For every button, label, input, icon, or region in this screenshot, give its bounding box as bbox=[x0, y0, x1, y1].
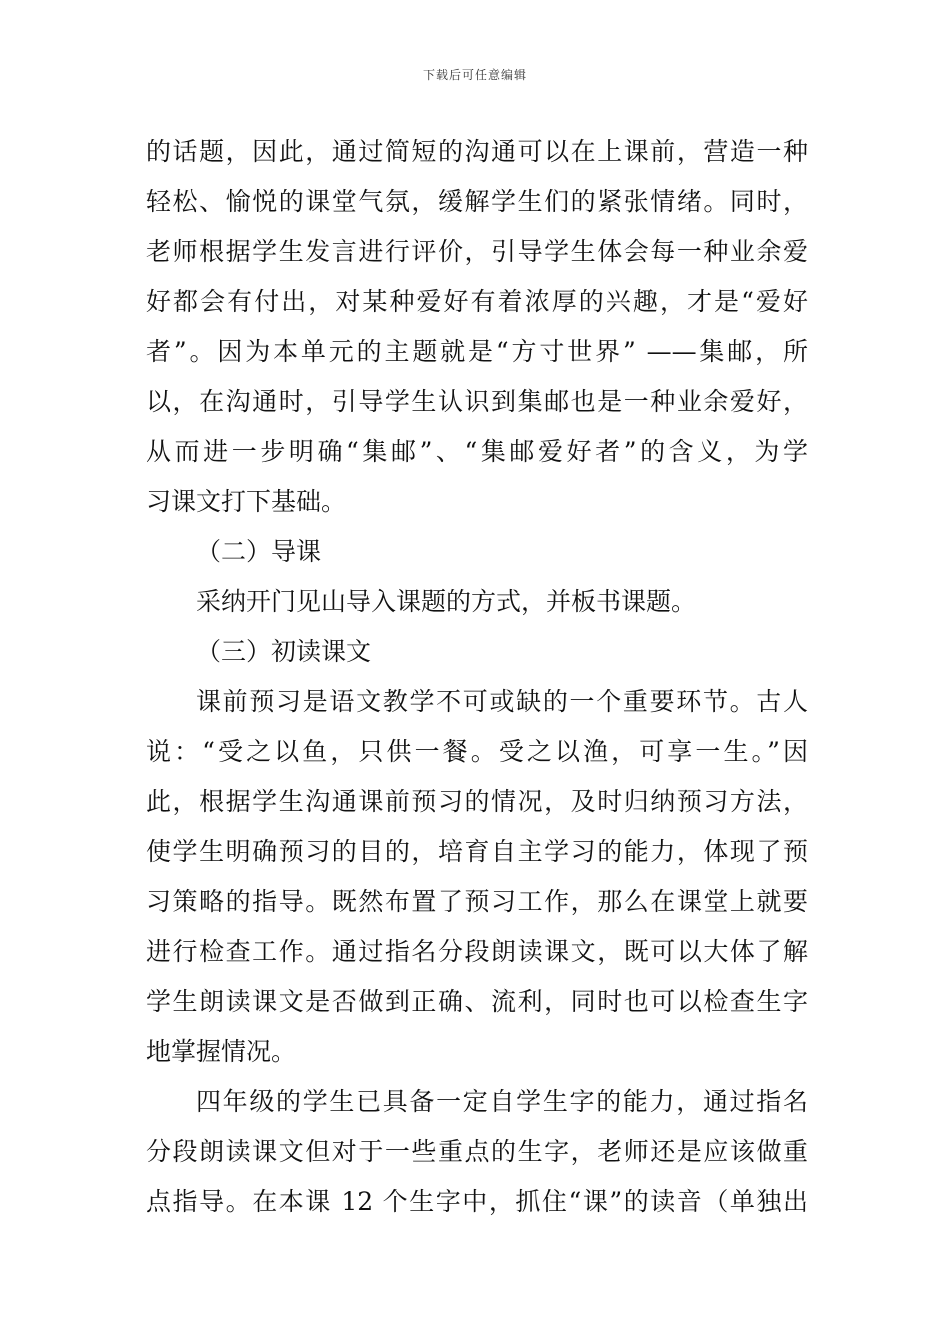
section-heading: （三）初读课文 bbox=[196, 637, 372, 666]
text-line: 地掌握情况。 bbox=[146, 1037, 297, 1066]
text-line: 此，根据学生沟通课前预习的情况，及时归纳预习方法， bbox=[146, 787, 808, 816]
text-line: 四年级的学生已具备一定自学生字的能力，通过指名 bbox=[196, 1087, 808, 1116]
document-body bbox=[146, 127, 808, 1227]
section-heading: （二）导课 bbox=[196, 537, 322, 566]
text-line: 的话题，因此，通过简短的沟通可以在上课前，营造一种 bbox=[146, 137, 808, 166]
text-line: 以，在沟通时，引导学生认识到集邮也是一种业余爱好， bbox=[146, 387, 808, 416]
text-line: 进行检查工作。通过指名分段朗读课文，既可以大体了解 bbox=[146, 937, 808, 966]
text-line: 习课文打下基础。 bbox=[146, 487, 347, 516]
page-header: 下载后可任意编辑 bbox=[422, 68, 527, 82]
text-line: 轻松、愉悦的课堂气氛，缓解学生们的紧张情绪。同时， bbox=[146, 187, 808, 216]
text-line: 学生朗读课文是否做到正确、流利，同时也可以检查生字 bbox=[146, 987, 808, 1016]
text-line: 分段朗读课文但对于一些重点的生字，老师还是应该做重 bbox=[146, 1137, 808, 1166]
text-line: 课前预习是语文教学不可或缺的一个重要环节。古人 bbox=[196, 687, 808, 716]
text-line: 使学生明确预习的目的，培育自主学习的能力，体现了预 bbox=[146, 837, 808, 866]
text-line: 点指导。在本课 12 个生字中，抓住“课”的读音（单独出 bbox=[146, 1187, 808, 1216]
text-line: 者”。因为本单元的主题就是“方寸世界” ——集邮，所 bbox=[146, 337, 808, 366]
text-line: 习策略的指导。既然布置了预习工作，那么在课堂上就要 bbox=[146, 887, 808, 916]
text-line: 老师根据学生发言进行评价，引导学生体会每一种业余爱 bbox=[146, 237, 808, 266]
text-line: 采纳开门见山导入课题的方式，并板书课题。 bbox=[196, 587, 697, 616]
text-line: 说：“受之以鱼，只供一餐。受之以渔，可享一生。”因 bbox=[146, 737, 808, 766]
text-line: 从而进一步明确“集邮”、“集邮爱好者”的含义，为学 bbox=[146, 437, 808, 466]
text-line: 好都会有付出，对某种爱好有着浓厚的兴趣，才是“爱好 bbox=[146, 287, 808, 316]
